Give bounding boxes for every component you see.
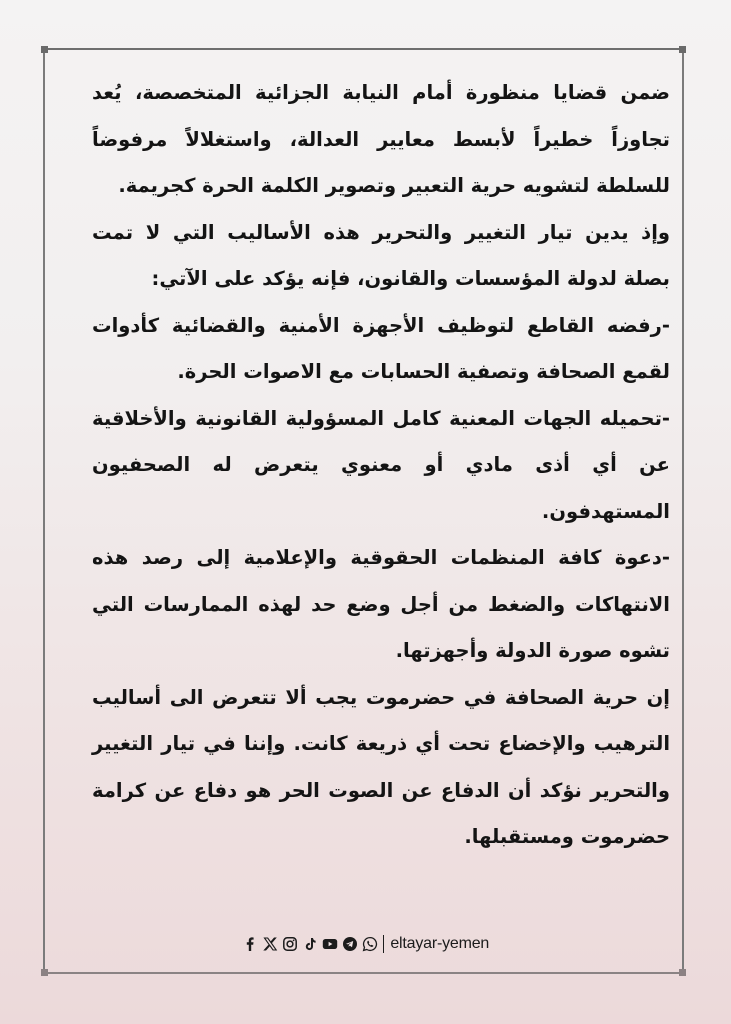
x-twitter-icon[interactable] (262, 936, 278, 952)
social-icons (242, 936, 378, 952)
paragraph-conclusion: إن حرية الصحافة في حضرموت يجب ألا تتعرض الى أساليب الترهيب والإخضاع تحت أي ذريعة كانت. وإننا في تيار التغيير والتحرير نؤكد أن الدفاع عن الصوت الحر هو دفاع عن كرامة حضرموت ومستقبلها. (92, 685, 670, 848)
youtube-icon[interactable] (322, 936, 338, 952)
social-handle: eltayar-yemen (390, 935, 490, 952)
paragraph-intro: ضمن قضايا منظورة أمام النيابة الجزائية المتخصصة، يُعد تجاوزاً خطيراً لأبسط معايير العدالة، واستغلالاً مرفوضاً للسلطة لتشويه حرية التعبير وتصوير الكلمة الحرة كجريمة. (92, 81, 670, 197)
facebook-icon[interactable] (242, 936, 258, 952)
frame-corner-bottom-right (679, 969, 686, 976)
paragraph-point-call: -دعوة كافة المنظمات الحقوقية والإعلامية إلى رصد هذه الانتهاكات والضغط من أجل وضع حد لهذه الممارسات التي تشوه صورة الدولة وأجهزتها. (92, 546, 670, 662)
social-footer (0, 932, 731, 956)
whatsapp-icon[interactable] (362, 936, 378, 952)
instagram-icon[interactable] (282, 936, 298, 952)
paragraph-point-responsibility: -تحميله الجهات المعنية كامل المسؤولية القانونية والأخلاقية عن أي أذى مادي أو معنوي يتعرض له الصحفيون المستهدفون. (92, 406, 670, 523)
footer-divider (383, 935, 385, 953)
tiktok-icon[interactable] (302, 936, 318, 952)
statement-body (92, 70, 670, 861)
frame-corner-top-left (41, 46, 48, 53)
telegram-icon[interactable] (342, 936, 358, 952)
frame-corner-top-right (679, 46, 686, 53)
paragraph-condemnation: وإذ يدين تيار التغيير والتحرير هذه الأساليب التي لا تمت بصلة لدولة المؤسسات والقانون، فإنه يؤكد على الآتي: (92, 220, 670, 290)
paragraph-point-rejection: -رفضه القاطع لتوظيف الأجهزة الأمنية والقضائية كأدوات لقمع الصحافة وتصفية الحسابات مع الاصوات الحرة. (92, 313, 670, 383)
frame-corner-bottom-left (41, 969, 48, 976)
